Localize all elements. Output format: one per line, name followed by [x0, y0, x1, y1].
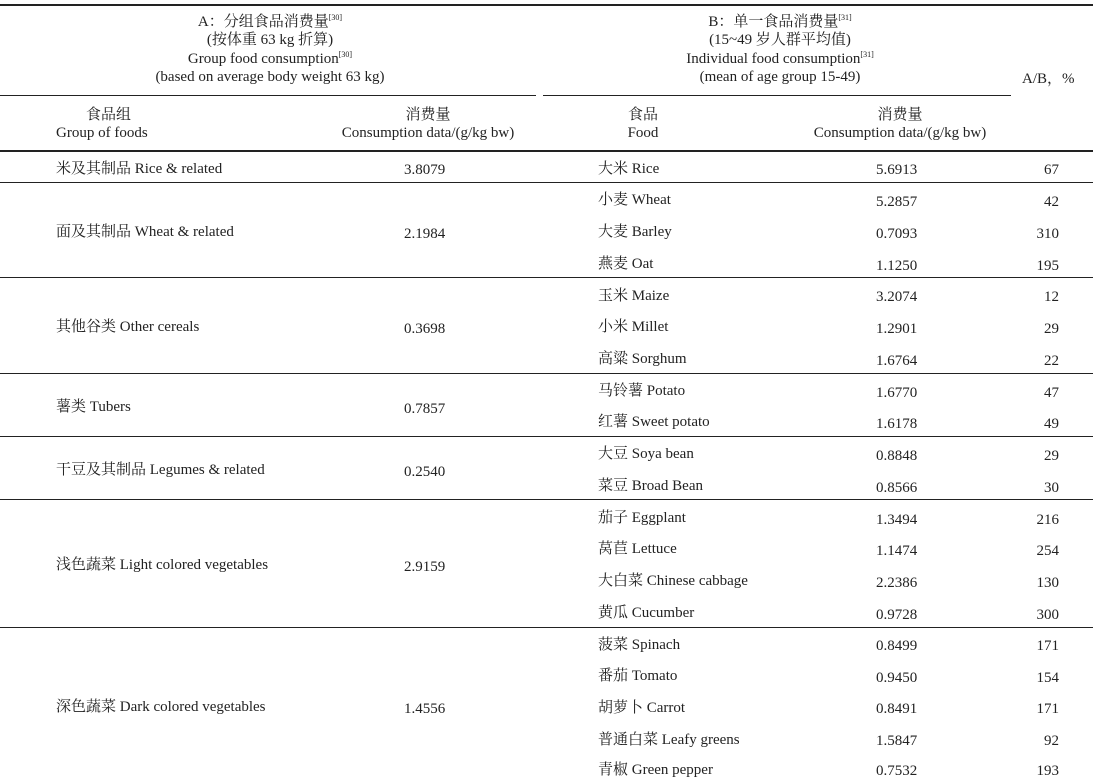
col-b-consumption-header-cn: 消费量: [877, 107, 923, 123]
food-value: 0.7532: [876, 763, 918, 779]
food-name: 茄子 Eggplant: [598, 510, 686, 526]
header-a-rule: [0, 95, 536, 96]
group-value-legumes: 0.2540: [404, 464, 446, 480]
group-separator: [0, 627, 1093, 628]
food-name: 燕麦 Oat: [598, 256, 654, 272]
food-value: 1.5847: [876, 733, 918, 749]
group-separator: [0, 277, 1093, 278]
food-name: 高粱 Sorghum: [598, 351, 687, 367]
food-value: 1.1474: [876, 543, 918, 559]
food-ratio: 22: [1044, 353, 1059, 369]
group-name-rice: 米及其制品 Rice & related: [56, 161, 223, 177]
food-name: 大白菜 Chinese cabbage: [598, 573, 748, 589]
col-group-header-cn: 食品组: [85, 107, 131, 123]
food-ratio: 193: [1036, 763, 1059, 779]
food-value: 0.8499: [876, 638, 918, 654]
col-b-consumption-header-en: Consumption data/(g/kg bw): [813, 125, 987, 141]
food-value: 0.9728: [876, 607, 918, 623]
food-name: 普通白菜 Leafy greens: [598, 732, 740, 748]
food-value: 2.2386: [876, 575, 918, 591]
group-name-legumes: 干豆及其制品 Legumes & related: [56, 462, 265, 478]
food-ratio: 310: [1036, 226, 1059, 242]
group-separator: [0, 499, 1093, 500]
header-bottom-rule: [0, 150, 1093, 152]
food-name: 番茄 Tomato: [598, 668, 678, 684]
group-name-cereals: 其他谷类 Other cereals: [56, 319, 200, 335]
food-value: 1.6178: [876, 416, 918, 432]
group-name-wheat: 面及其制品 Wheat & related: [56, 224, 234, 240]
food-value: 0.7093: [876, 226, 918, 242]
header-b-rule: [543, 95, 1011, 96]
food-name: 玉米 Maize: [598, 288, 670, 304]
food-ratio: 67: [1044, 162, 1059, 178]
food-name: 大米 Rice: [598, 161, 660, 177]
food-name: 大麦 Barley: [598, 224, 672, 240]
header-b-title: B：单一食品消费量[31]: [708, 13, 852, 30]
header-b-title-en: Individual food consumption[31]: [686, 50, 874, 67]
food-ratio: 216: [1036, 512, 1059, 528]
food-ratio: 130: [1036, 575, 1059, 591]
food-ratio: 92: [1044, 733, 1059, 749]
food-value: 1.3494: [876, 512, 918, 528]
food-ratio: 195: [1036, 258, 1059, 274]
food-value: 0.8491: [876, 701, 918, 717]
group-value-tubers: 0.7857: [404, 401, 446, 417]
col-food-header-cn: 食品: [627, 107, 658, 123]
food-ratio: 254: [1036, 543, 1059, 559]
food-name: 菜豆 Broad Bean: [598, 478, 703, 494]
col-group-header-en: Group of foods: [56, 125, 148, 141]
food-name: 莴苣 Lettuce: [598, 541, 677, 557]
food-ratio: 30: [1044, 480, 1059, 496]
col-food-header-en: Food: [627, 125, 659, 141]
group-name-dark-veg: 深色蔬菜 Dark colored vegetables: [56, 699, 266, 715]
food-name: 红薯 Sweet potato: [598, 414, 710, 430]
food-ratio: 12: [1044, 289, 1059, 305]
col-a-consumption-header-cn: 消费量: [405, 107, 451, 123]
food-ratio: 29: [1044, 321, 1059, 337]
header-a-subtitle-cn: (按体重 63 kg 折算): [206, 32, 334, 48]
group-value-light-veg: 2.9159: [404, 559, 446, 575]
food-value: 5.2857: [876, 194, 918, 210]
food-value: 0.9450: [876, 670, 918, 686]
food-ratio: 300: [1036, 607, 1059, 623]
header-a-title: A：分组食品消费量[30]: [197, 13, 343, 30]
header-a-title-en: Group food consumption[30]: [187, 50, 353, 67]
food-name: 黄瓜 Cucumber: [598, 605, 695, 621]
col-a-consumption-header-en: Consumption data/(g/kg bw): [341, 125, 515, 141]
food-ratio: 47: [1044, 385, 1059, 401]
group-value-rice: 3.8079: [404, 162, 446, 178]
header-a-subtitle-en: (based on average body weight 63 kg): [155, 69, 385, 85]
food-value: 3.2074: [876, 289, 918, 305]
food-name: 大豆 Soya bean: [598, 446, 694, 462]
header-b-subtitle-en: (mean of age group 15-49): [699, 69, 861, 85]
food-value: 5.6913: [876, 162, 918, 178]
food-value: 1.6770: [876, 385, 918, 401]
food-ratio: 49: [1044, 416, 1059, 432]
food-value: 1.2901: [876, 321, 918, 337]
food-name: 青椒 Green pepper: [598, 762, 713, 778]
group-value-cereals: 0.3698: [404, 321, 446, 337]
header-ratio: A/B，%: [1022, 71, 1075, 87]
food-name: 马铃薯 Potato: [598, 383, 686, 399]
food-ratio: 171: [1036, 701, 1059, 717]
food-name: 小麦 Wheat: [598, 192, 671, 208]
food-ratio: 171: [1036, 638, 1059, 654]
group-name-tubers: 薯类 Tubers: [56, 399, 131, 415]
group-separator: [0, 182, 1093, 183]
group-value-wheat: 2.1984: [404, 226, 446, 242]
food-value: 0.8848: [876, 448, 918, 464]
food-name: 胡萝卜 Carrot: [598, 700, 686, 716]
food-ratio: 154: [1036, 670, 1059, 686]
group-value-dark-veg: 1.4556: [404, 701, 446, 717]
food-name: 小米 Millet: [598, 319, 669, 335]
group-name-light-veg: 浅色蔬菜 Light colored vegetables: [56, 557, 269, 573]
group-separator: [0, 373, 1093, 374]
food-ratio: 29: [1044, 448, 1059, 464]
food-value: 1.6764: [876, 353, 918, 369]
food-value: 0.8566: [876, 480, 918, 496]
food-ratio: 42: [1044, 194, 1059, 210]
top-rule: [0, 4, 1093, 6]
food-name: 菠菜 Spinach: [598, 637, 681, 653]
food-value: 1.1250: [876, 258, 918, 274]
group-separator: [0, 436, 1093, 437]
header-b-subtitle-cn: (15~49 岁人群平均值): [709, 32, 851, 48]
